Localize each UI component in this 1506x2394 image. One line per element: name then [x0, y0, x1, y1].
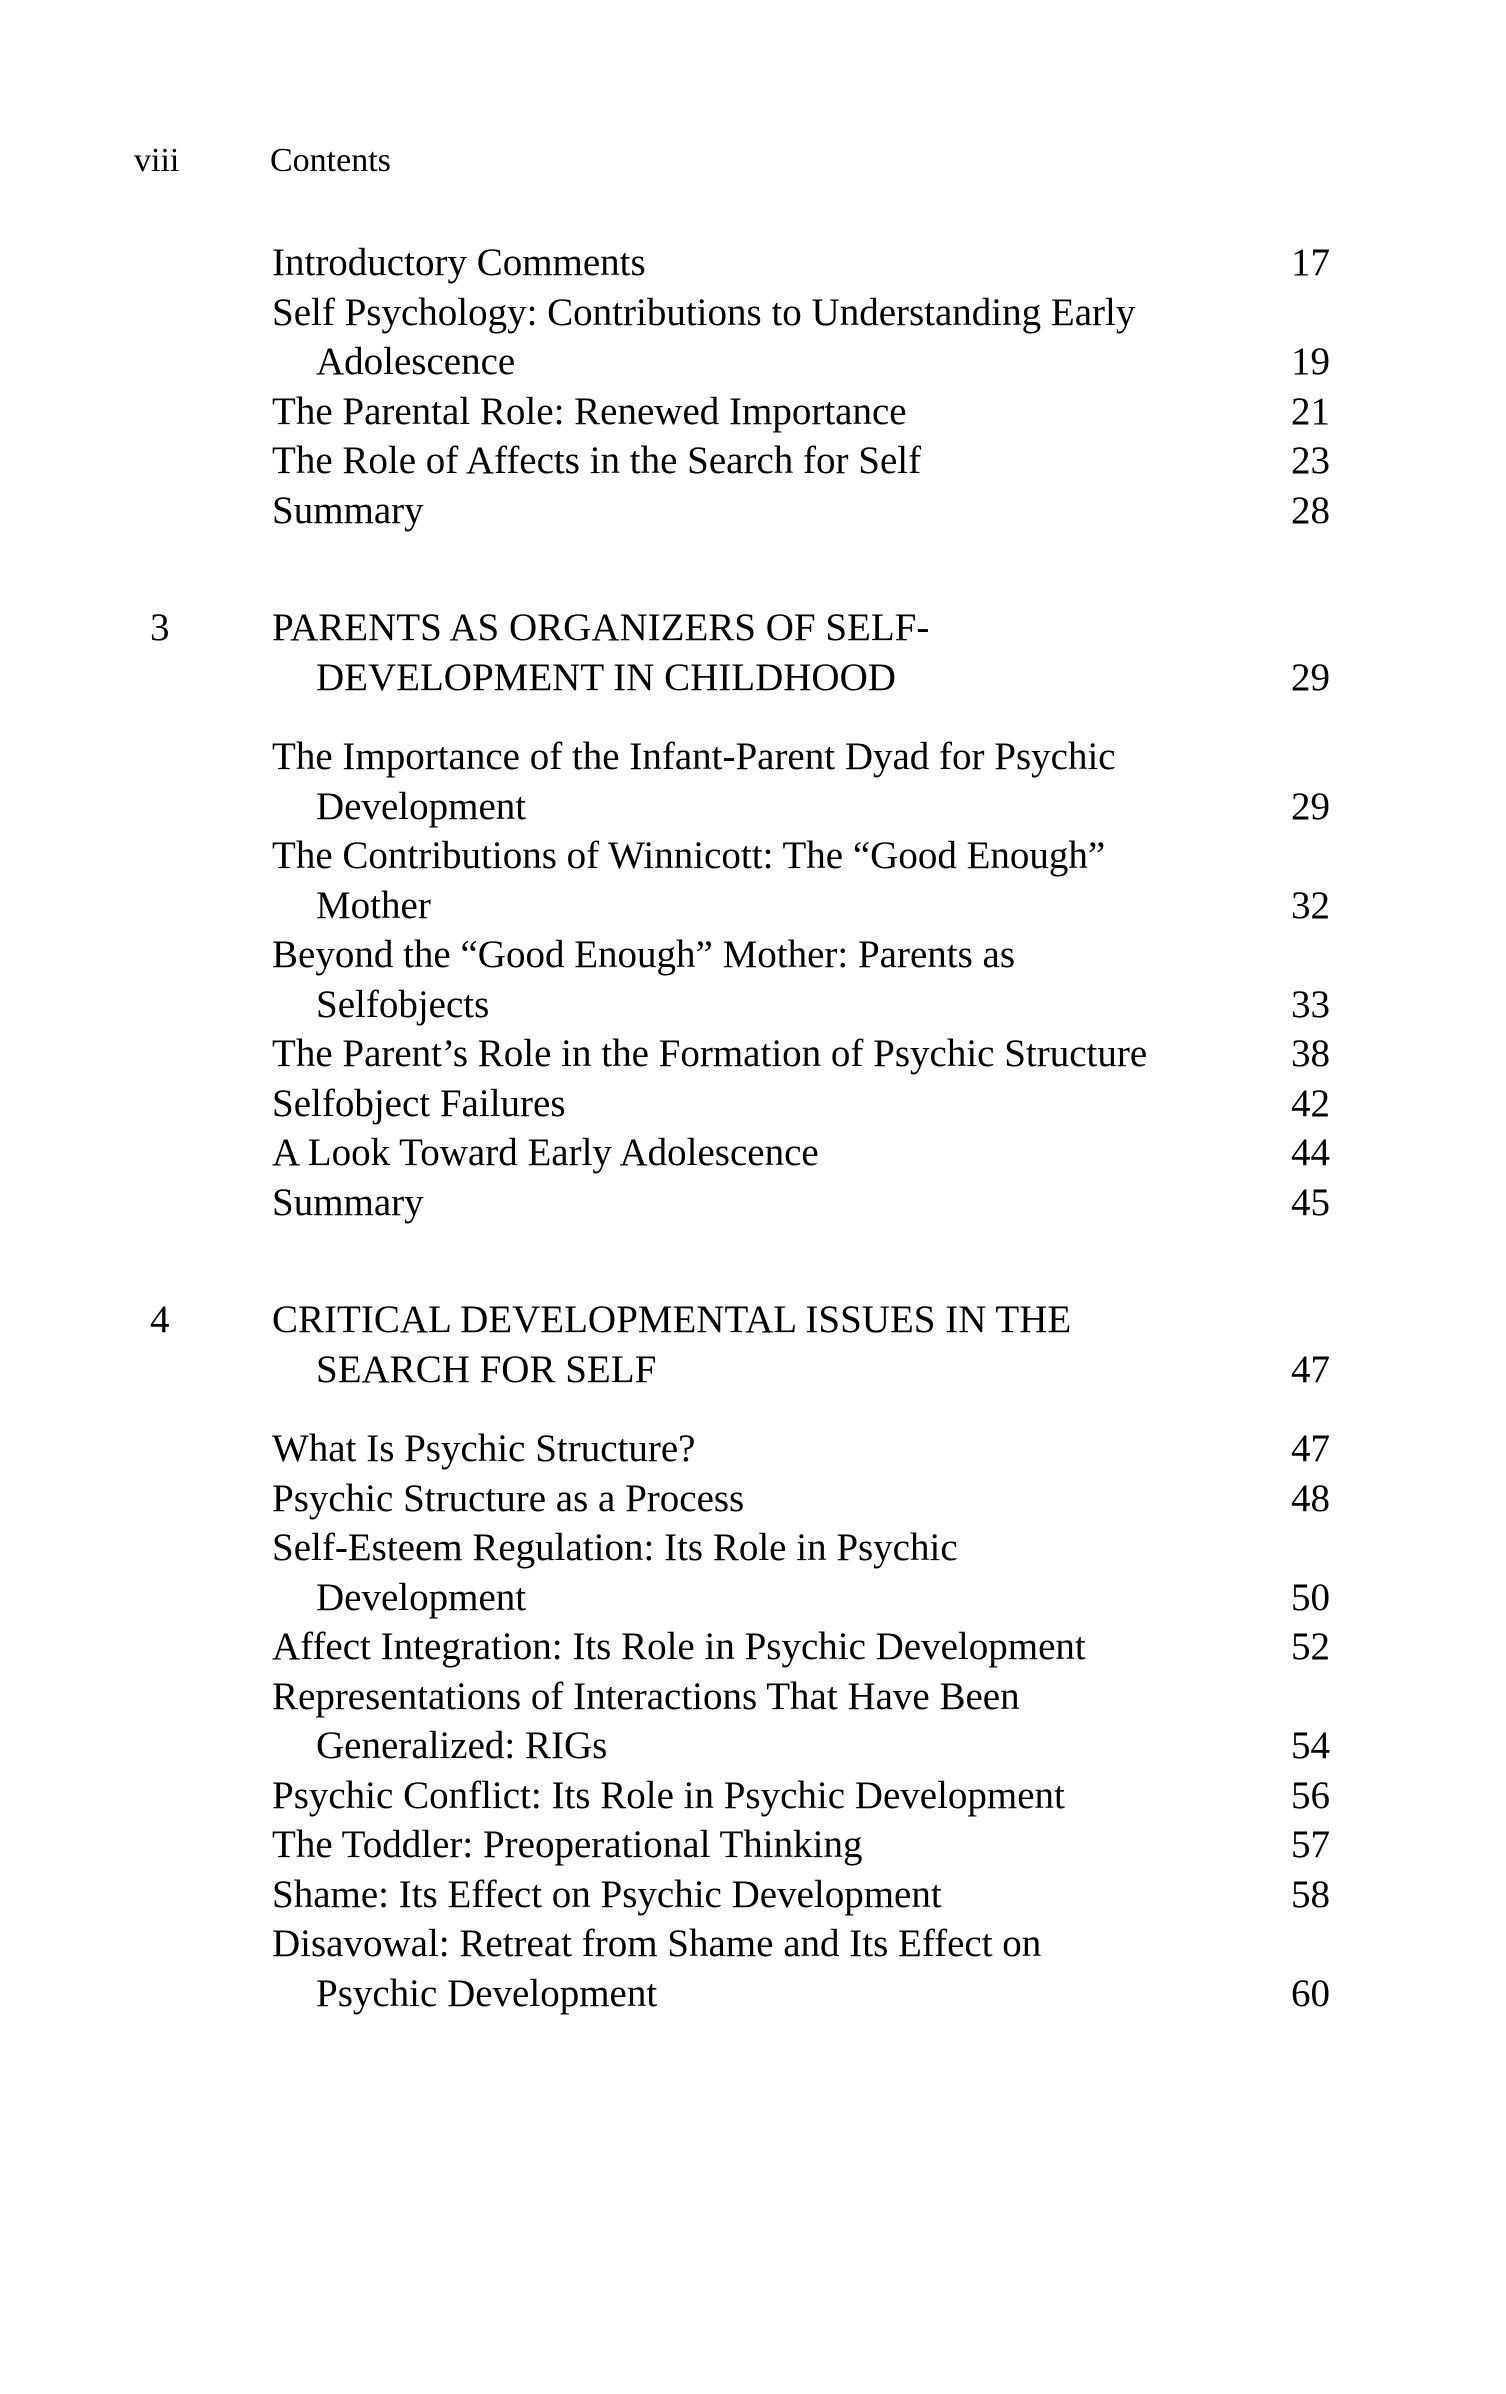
toc-entry-title: The Parental Role: Renewed Importance [272, 389, 907, 433]
toc-entry-page: 60 [1291, 1971, 1330, 2015]
toc-entry-title: The Contributions of Winnicott: The “Good Enough” Mother [272, 834, 1106, 927]
toc-entry-title: The Role of Affects in the Search for Self [272, 439, 922, 482]
toc-entry-page: 45 [1291, 1180, 1330, 1224]
toc-entry-page: 17 [1291, 241, 1330, 284]
toc-entry-page: 23 [1291, 439, 1330, 482]
toc-entry-page: 47 [1291, 1427, 1330, 1470]
toc-entry-title: The Importance of the Infant-Parent Dyad for Psychic Development [272, 735, 1116, 828]
running-head [134, 142, 391, 180]
toc-entry[interactable] [150, 1474, 1330, 1524]
toc-entry-title: The Parent’s Role in the Formation of Psychic Structure [272, 1032, 1148, 1075]
toc-entry-page: 58 [1291, 1872, 1330, 1916]
toc-entry-page: 50 [1291, 1575, 1330, 1619]
toc-entry-page: 56 [1291, 1773, 1330, 1817]
toc-entry[interactable] [150, 1029, 1330, 1079]
toc-entry[interactable] [150, 486, 1330, 536]
toc-entry[interactable] [150, 436, 1330, 486]
chapter-title: CRITICAL DEVELOPMENTAL ISSUES IN THE SEARCH FOR SELF [272, 1298, 1072, 1391]
toc-entry-title: Selfobject Failures [272, 1081, 566, 1125]
toc-entry-page: 19 [1291, 340, 1330, 383]
toc-entry-page: 28 [1291, 488, 1330, 532]
toc-entry[interactable] [150, 288, 1330, 387]
chapter-heading[interactable] [150, 1295, 1330, 1394]
toc-entry-page: 54 [1291, 1724, 1330, 1767]
toc-entry[interactable] [150, 1919, 1330, 2018]
chapter-3 [150, 603, 1330, 1227]
toc-entry[interactable] [150, 1870, 1330, 1920]
toc-entry-title: Psychic Conflict: Its Role in Psychic Development [272, 1773, 1065, 1817]
toc-entry-page: 48 [1291, 1476, 1330, 1520]
toc-entry[interactable] [150, 1079, 1330, 1129]
toc-entry-title: What Is Psychic Structure? [272, 1427, 696, 1470]
front-section [150, 238, 1330, 535]
toc-entry-title: Affect Integration: Its Role in Psychic Development [272, 1625, 1086, 1668]
toc-entry-title: A Look Toward Early Adolescence [272, 1131, 819, 1174]
toc-entry-page: 44 [1291, 1131, 1330, 1174]
toc-entry-title: Summary [272, 488, 424, 532]
running-head-title: Contents [270, 142, 391, 179]
toc-entry[interactable] [150, 831, 1330, 930]
toc-entry-page: 57 [1291, 1823, 1330, 1866]
toc-entry-page: 32 [1291, 883, 1330, 927]
toc-entry[interactable] [150, 1672, 1330, 1771]
toc-entry[interactable] [150, 1178, 1330, 1228]
chapter-4 [150, 1295, 1330, 2018]
chapter-heading[interactable] [150, 603, 1330, 702]
toc-entry-title: Beyond the “Good Enough” Mother: Parents as Selfobjects [272, 933, 1016, 1026]
toc-entry-page: 21 [1291, 389, 1330, 433]
toc-entry-title: Summary [272, 1180, 424, 1224]
toc-entry[interactable] [150, 1771, 1330, 1821]
toc-entry[interactable] [150, 1820, 1330, 1870]
toc-entry-title: Self-Esteem Regulation: Its Role in Psychic Development [272, 1526, 958, 1619]
toc-entry-page: 52 [1291, 1625, 1330, 1668]
toc-entry[interactable] [150, 1128, 1330, 1178]
toc-entry-title: Disavowal: Retreat from Shame and Its Effect on Psychic Development [272, 1922, 1042, 2015]
page-folio: viii [134, 142, 180, 179]
toc-entry-title: Introductory Comments [272, 241, 646, 284]
toc-entry[interactable] [150, 238, 1330, 288]
toc-entry-title: Representations of Interactions That Have Been Generalized: RIGs [272, 1674, 1020, 1767]
toc-entry[interactable] [150, 1523, 1330, 1622]
toc-entry[interactable] [150, 387, 1330, 437]
toc-entry[interactable] [150, 1622, 1330, 1672]
chapter-number: 3 [150, 606, 170, 649]
chapter-page: 29 [1291, 655, 1330, 699]
toc-entry-page: 29 [1291, 784, 1330, 828]
toc-entry-title: The Toddler: Preoperational Thinking [272, 1823, 863, 1866]
toc-entry-page: 33 [1291, 982, 1330, 1026]
toc-entry[interactable] [150, 1424, 1330, 1474]
chapter-page: 47 [1291, 1347, 1330, 1391]
chapter-title: PARENTS AS ORGANIZERS OF SELF-DEVELOPMENT IN CHILDHOOD [272, 606, 930, 699]
toc-entry[interactable] [150, 930, 1330, 1029]
table-of-contents [150, 238, 1330, 2018]
chapter-number: 4 [150, 1298, 170, 1341]
toc-entry-title: Psychic Structure as a Process [272, 1476, 745, 1520]
toc-entry-title: Self Psychology: Contributions to Understanding Early Adolescence [272, 290, 1136, 383]
toc-entry-page: 42 [1291, 1081, 1330, 1125]
toc-entry[interactable] [150, 732, 1330, 831]
toc-entry-title: Shame: Its Effect on Psychic Development [272, 1872, 942, 1916]
toc-entry-page: 38 [1291, 1032, 1330, 1075]
